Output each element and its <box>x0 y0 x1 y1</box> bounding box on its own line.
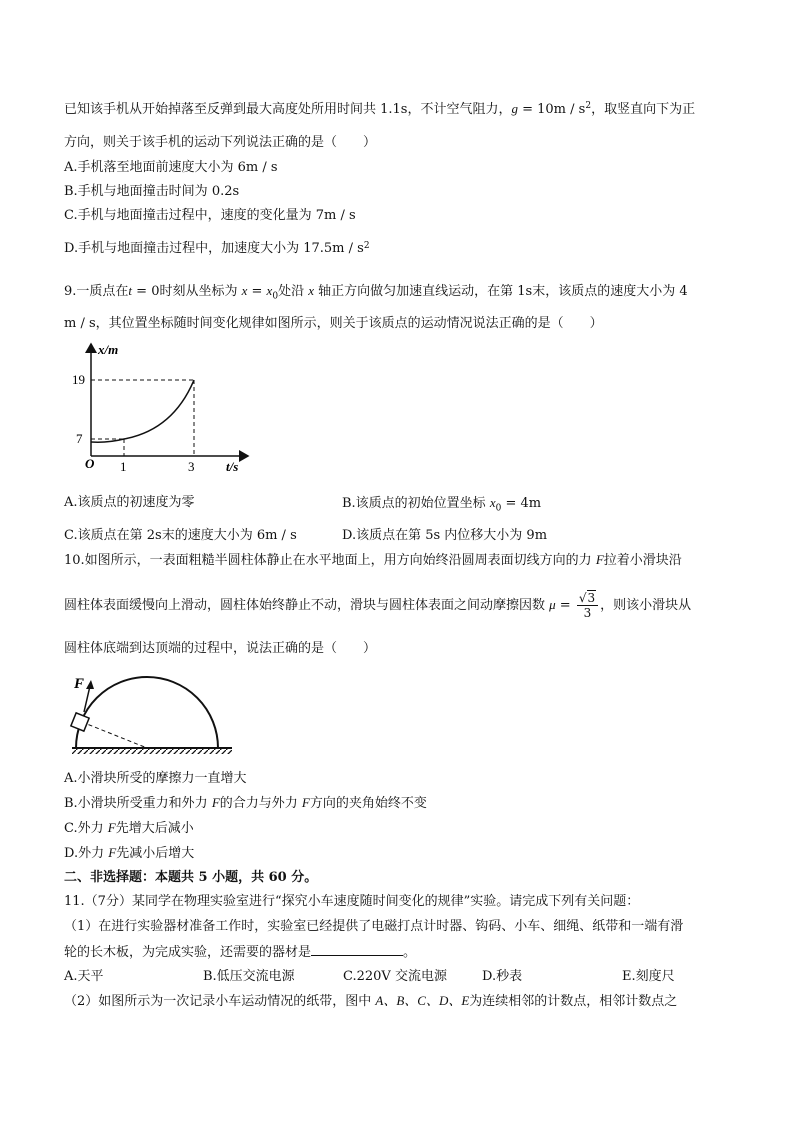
q10-stem-b: 拉着小滑块沿 <box>603 553 682 568</box>
answer-blank[interactable] <box>311 943 403 956</box>
q10-option-d-b: 先减小后增大 <box>116 846 195 861</box>
q10-stem-line1 <box>64 551 682 570</box>
g-exponent: 2 <box>585 101 592 111</box>
q11-stem: 11.（7分）某同学在物理实验室进行“探究小车速度随时间变化的规律”实验。请完成下列有关问题： <box>64 894 640 909</box>
q10-option-d-F: F <box>108 845 117 860</box>
radius-dashed-line <box>82 722 147 748</box>
q11-part2-b: 为连续相邻的计数点，相邻计数点之 <box>469 994 678 1009</box>
q10-option-b-F: F <box>211 795 220 810</box>
q11-part1-text: 轮的长木板，为完成实验，还需要的器材是 <box>64 945 312 960</box>
q11-part2-a: （2）如图所示为一次记录小车运动情况的纸带，图中 <box>64 994 376 1009</box>
q9-option-b-sub: 0 <box>495 503 502 514</box>
mu-equals: = <box>555 598 575 613</box>
q9-option-b-x: x <box>489 495 496 510</box>
q9-stem-line1 <box>64 282 688 306</box>
q10-option-d-a: D.外力 <box>64 846 109 861</box>
q10-half-cylinder-figure <box>64 672 236 758</box>
q9-option-b <box>342 494 541 518</box>
x-axis-label: t/s <box>226 459 239 474</box>
mu-fraction: $\frac{√3}{3}$ <box>577 591 598 620</box>
q11-part1-end: 。 <box>403 945 417 960</box>
q11-part1-line2 <box>64 943 416 962</box>
q9-stem-b: = 0时刻从坐标为 <box>132 284 242 299</box>
q10-option-d <box>64 844 194 863</box>
q9-option-d: D.该质点在第 5s 内位移大小为 9m <box>342 528 548 543</box>
q9-option-b-value: = 4m <box>501 496 542 511</box>
q11-part2-letters: A、B、C、D、E <box>375 993 470 1008</box>
section-heading: 二、非选择题：本题共 5 小题，共 60 分。 <box>64 870 318 885</box>
g-value: = 10m / s <box>517 102 586 117</box>
q11-part2-line1 <box>64 992 677 1011</box>
t-symbol: t <box>128 283 133 298</box>
q10-option-c-b: 先增大后减小 <box>115 821 194 836</box>
x0-subscript: 0 <box>272 291 279 302</box>
q9-option-c: C.该质点在第 2s末的速度大小为 6m / s <box>64 528 297 543</box>
q9-stem-c: = <box>247 284 267 299</box>
q8-stem-end: ，取竖直向下为正 <box>591 102 696 117</box>
y-tick-19: 19 <box>72 372 85 387</box>
q10-option-b <box>64 794 427 813</box>
q8-option-c: C.手机与地面撞击过程中，速度的变化量为 7m / s <box>64 208 356 223</box>
q9-option-b-text: B.该质点的初始位置坐标 <box>342 496 490 511</box>
q10-option-c-F: F <box>107 820 116 835</box>
q9-stem-e: 轴正方向做匀加速直线运动，在第 1s末，该质点的速度大小为 4 <box>313 284 688 299</box>
q8-stem-line2: 方向，则关于该手机的运动下列说法正确的是（ ） <box>64 135 377 150</box>
q10-stem-a: 10.如图所示，一表面粗糙半圆柱体静止在水平地面上，用方向始终沿圆周表面切线方向的力 <box>64 553 596 568</box>
q10-option-b-c: 方向的夹角始终不变 <box>309 796 427 811</box>
x-symbol: x <box>241 283 248 298</box>
q10-option-b-b: 的合力与外力 <box>219 796 302 811</box>
q10-stem2-b: ，则该小滑块从 <box>600 598 692 613</box>
q11-option-a: A.天平 <box>64 969 104 984</box>
q11-option-e: E.刻度尺 <box>622 969 675 984</box>
q8-option-d <box>64 240 370 258</box>
position-curve <box>91 380 194 442</box>
q10-stem-line3: 圆柱体底端到达顶端的过程中，说法正确的是（ ） <box>64 641 377 656</box>
q8-stem-text: 已知该手机从开始掉落至反弹到最大高度处所用时间共 1.1s，不计空气阻力， <box>64 102 512 117</box>
q10-option-b-a: B.小滑块所受重力和外力 <box>64 796 212 811</box>
g-symbol: g <box>511 101 518 116</box>
q10-option-a: A.小滑块所受的摩擦力一直增大 <box>64 771 247 786</box>
half-cylinder <box>76 677 218 748</box>
y-axis-label: x/m <box>98 342 119 357</box>
q8-option-b: B.手机与地面撞击时间为 0.2s <box>64 184 240 199</box>
q10-option-b-F2: F <box>301 795 310 810</box>
q9-option-a: A.该质点的初速度为零 <box>64 495 195 510</box>
x-tick-1: 1 <box>120 459 127 474</box>
x-axis-symbol: x <box>308 283 314 298</box>
mu-denominator: 3 <box>583 606 592 620</box>
q9-stem-a: 9.一质点在 <box>64 284 129 299</box>
force-arrow-head <box>86 680 94 689</box>
F-symbol: F <box>595 552 604 567</box>
q11-option-c: C.220V 交流电源 <box>343 969 447 984</box>
q11-option-d: D.秒表 <box>482 969 523 984</box>
y-tick-7: 7 <box>76 431 83 446</box>
q10-option-c <box>64 819 194 838</box>
x-tick-3: 3 <box>188 459 195 474</box>
x0-symbol: x <box>266 283 273 298</box>
mu-numerator: 3 <box>587 591 596 605</box>
q10-stem2-a: 圆柱体表面缓慢向上滑动，圆柱体始终静止不动，滑块与圆柱体表面之间动摩擦因数 <box>64 598 550 613</box>
slider-block <box>71 713 89 731</box>
q8-option-d-exp: 2 <box>363 241 370 251</box>
q8-option-d-text: D.手机与地面撞击过程中，加速度大小为 17.5m / s <box>64 241 364 256</box>
q8-stem-line1 <box>64 100 695 119</box>
q9-stem-d: 处沿 <box>278 284 309 299</box>
q10-stem-line2 <box>64 590 691 621</box>
origin-label: O <box>85 456 95 471</box>
force-label: F <box>74 676 85 692</box>
q9-stem-line2: m / s，其位置坐标随时间变化规律如图所示，则关于该质点的运动情况说法正确的是（ ） <box>64 316 603 331</box>
q10-option-c-a: C.外力 <box>64 821 108 836</box>
mu-symbol: μ <box>549 597 556 612</box>
q11-part1-line1: （1）在进行实验器材准备工作时，实验室已经提供了电磁打点计时器、钩码、小车、细绳、纸带和一端有滑 <box>64 919 684 934</box>
q11-option-b: B.低压交流电源 <box>203 969 295 984</box>
q9-position-time-graph <box>72 338 258 478</box>
q8-option-a: A.手机落至地面前速度大小为 6m / s <box>64 160 278 175</box>
